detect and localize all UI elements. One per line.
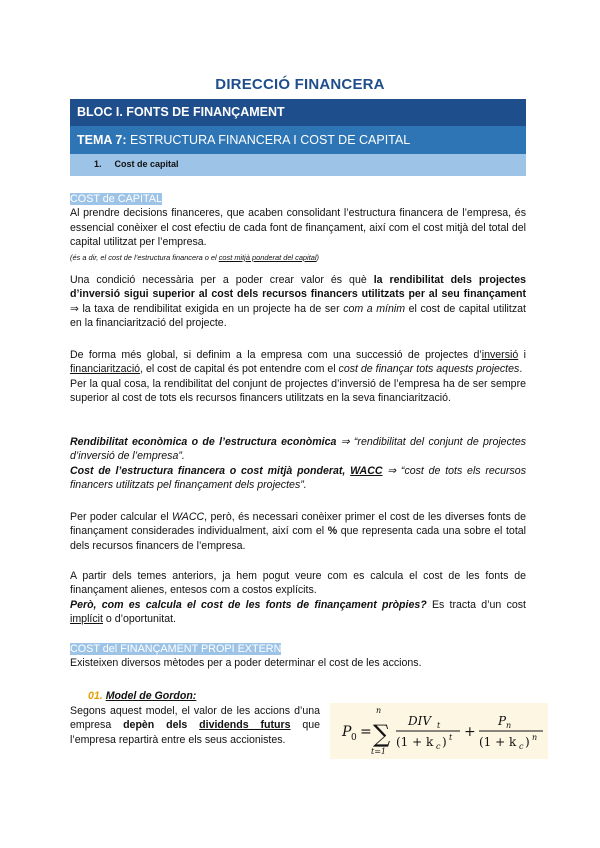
cost-capital-paragraph-6 — [70, 569, 526, 627]
formula-sigma: ∑ — [373, 720, 391, 748]
formula-eq: = — [360, 724, 372, 740]
definition-2-text: ⇒ “cost de tots els recursos financers utilitzats pel finançament dels projectes”. — [70, 464, 526, 492]
section-banner — [70, 154, 526, 176]
cost-capital-block — [70, 192, 526, 264]
formula-lhs-sub: 0 — [351, 733, 357, 743]
cost-propi-heading: COST del FINANÇAMENT PROPI EXTERN — [70, 643, 282, 655]
gordon-text — [70, 704, 320, 747]
p2-text-c: ⇒ la taxa de rendibilitat exigida en un projecte ha de ser — [70, 302, 344, 315]
gordon-number: 01. — [88, 690, 103, 702]
section-title: Cost de capital — [114, 159, 179, 169]
note-underlined: cost mitjà ponderat del capital — [218, 252, 317, 262]
p6-text: A partir dels temes anteriors, ja hem pogut veure com es calcula el cost de les fonts de finançament alienes, entesos com a costos explícits. — [70, 570, 526, 597]
p3-italic: cost de finançar tots aquests projectes — [338, 363, 520, 376]
gordon-formula-svg — [330, 703, 548, 759]
p3-inversio: inversió — [481, 349, 519, 361]
bloc-banner — [70, 99, 526, 126]
formula-num1-sub: t — [437, 721, 441, 730]
cost-capital-paragraph-3 — [70, 348, 526, 406]
formula-lhs: P — [342, 724, 352, 740]
tema-prefix: TEMA 7: — [77, 133, 127, 147]
p7-text-d: o d’oportunitat. — [102, 613, 176, 626]
p5-percent: % — [327, 525, 338, 538]
formula-den1-sup: t — [449, 733, 453, 742]
cost-capital-paragraph-1: Al prendre decisions financeres, que acaben consolidant l’estructura financera de l’empresa, és essencial conèixer el cost efectiu de cada font de finançament, així com el cost mitjà del total del capital utilitzat per l’empresa. — [70, 207, 526, 249]
p7-text-b: Es tracta d’un cost — [426, 598, 526, 611]
formula-den2-sub: c — [519, 742, 524, 751]
cost-capital-note — [70, 253, 319, 262]
definitions-block — [70, 435, 526, 493]
cost-propi-intro: Existeixen diversos mètodes per a poder determinar el cost de les accions. — [70, 657, 422, 670]
cost-propi-block — [70, 642, 526, 671]
p2-text-e: el cost de capital utilitzat en la financiarització del projecte. — [70, 302, 526, 330]
gordon-title: Model de Gordon: — [105, 690, 197, 702]
p2-bold: la rendibilitat dels projectes d’inversió sigui superior al cost dels recursos financers utilitzats per al seu finançament — [70, 274, 526, 301]
definition-2-wacc: WACC — [350, 464, 383, 477]
definition-2-term: Cost de l’estructura financera o cost mitjà ponderat, — [70, 464, 351, 477]
definition-1-term: Rendibilitat econòmica o de l’estructura econòmica — [70, 436, 337, 448]
gordon-formula — [330, 703, 548, 759]
note-text: (és a dir, el cost de l’estructura financera o el — [70, 252, 219, 262]
formula-num1: DIV — [408, 714, 432, 728]
formula-num2: P — [498, 714, 507, 728]
formula-plus: + — [464, 724, 476, 740]
formula-den2-tail: ) — [525, 735, 530, 749]
gordon-text-a: Segons aquest model, el valor de les accions d’una empresa — [70, 705, 320, 732]
gordon-dividends: dividends futurs — [199, 719, 291, 732]
cost-capital-heading: COST de CAPITAL — [70, 193, 163, 205]
p7-question: Però, com es calcula el cost de les fonts de finançament pròpies? — [70, 598, 427, 611]
formula-den1: (1 + k — [396, 735, 434, 749]
cost-capital-paragraph-4: Per la qual cosa, la rendibilitat del conjunt de projectes d’inversió de l’empresa ha de ser sempre superior al cost de tots els recursos financers utilitzats en la seva financiarització. — [70, 377, 526, 405]
bloc-title: BLOC I. FONTS DE FINANÇAMENT — [77, 105, 285, 119]
formula-sum-top: n — [376, 706, 382, 715]
p3-financiaritzacio: financiarització — [70, 363, 141, 376]
p3-end: . — [519, 363, 523, 376]
gordon-text-b: depèn dels — [123, 719, 200, 732]
p3-text-a: De forma més global, si definim a la empresa com una successió de projectes d’ — [70, 349, 482, 361]
formula-num2-sub: n — [506, 721, 512, 730]
formula-den1-sub: c — [436, 742, 441, 751]
gordon-text-d: que l’empresa repartirà entre els seus accionistes. — [70, 719, 321, 746]
formula-sum-bottom: t=1 — [371, 747, 387, 756]
tema-title: ESTRUCTURA FINANCERA I COST DE CAPITAL — [130, 133, 411, 147]
gordon-heading — [88, 690, 196, 702]
p3-text-c: i — [518, 349, 526, 361]
p7-implicit: implícit — [70, 613, 103, 626]
formula-den2: (1 + k — [479, 735, 517, 749]
tema-banner — [70, 126, 526, 154]
note-close: ) — [316, 252, 319, 262]
section-number: 1. — [94, 159, 102, 169]
p2-text-a: Una condició necessària per a poder crear valor és què — [70, 274, 374, 286]
cost-capital-paragraph-5 — [70, 510, 526, 553]
p5-wacc: WACC — [171, 511, 205, 523]
p5-text-e: que representa cada una sobre el total dels recursos financers de l’empresa. — [70, 525, 527, 552]
formula-den2-sup: n — [532, 733, 538, 742]
p5-text-c: , però, és necessari conèixer primer el cost de les diverses fonts de finançament considerades individualment, així com el — [70, 511, 526, 538]
p5-text-a: Per poder calcular el — [70, 511, 172, 523]
cost-capital-paragraph-2 — [70, 273, 526, 331]
p3-text-e: , el cost de capital és pot entendre com el — [140, 363, 339, 376]
document-title: DIRECCIÓ FINANCERA — [215, 76, 385, 93]
definition-1-text: ⇒ “rendibilitat del conjunt de projectes d’inversió de l’empresa”. — [70, 436, 527, 463]
p2-italic: com a mínim — [343, 302, 406, 315]
formula-den1-tail: ) — [442, 735, 447, 749]
